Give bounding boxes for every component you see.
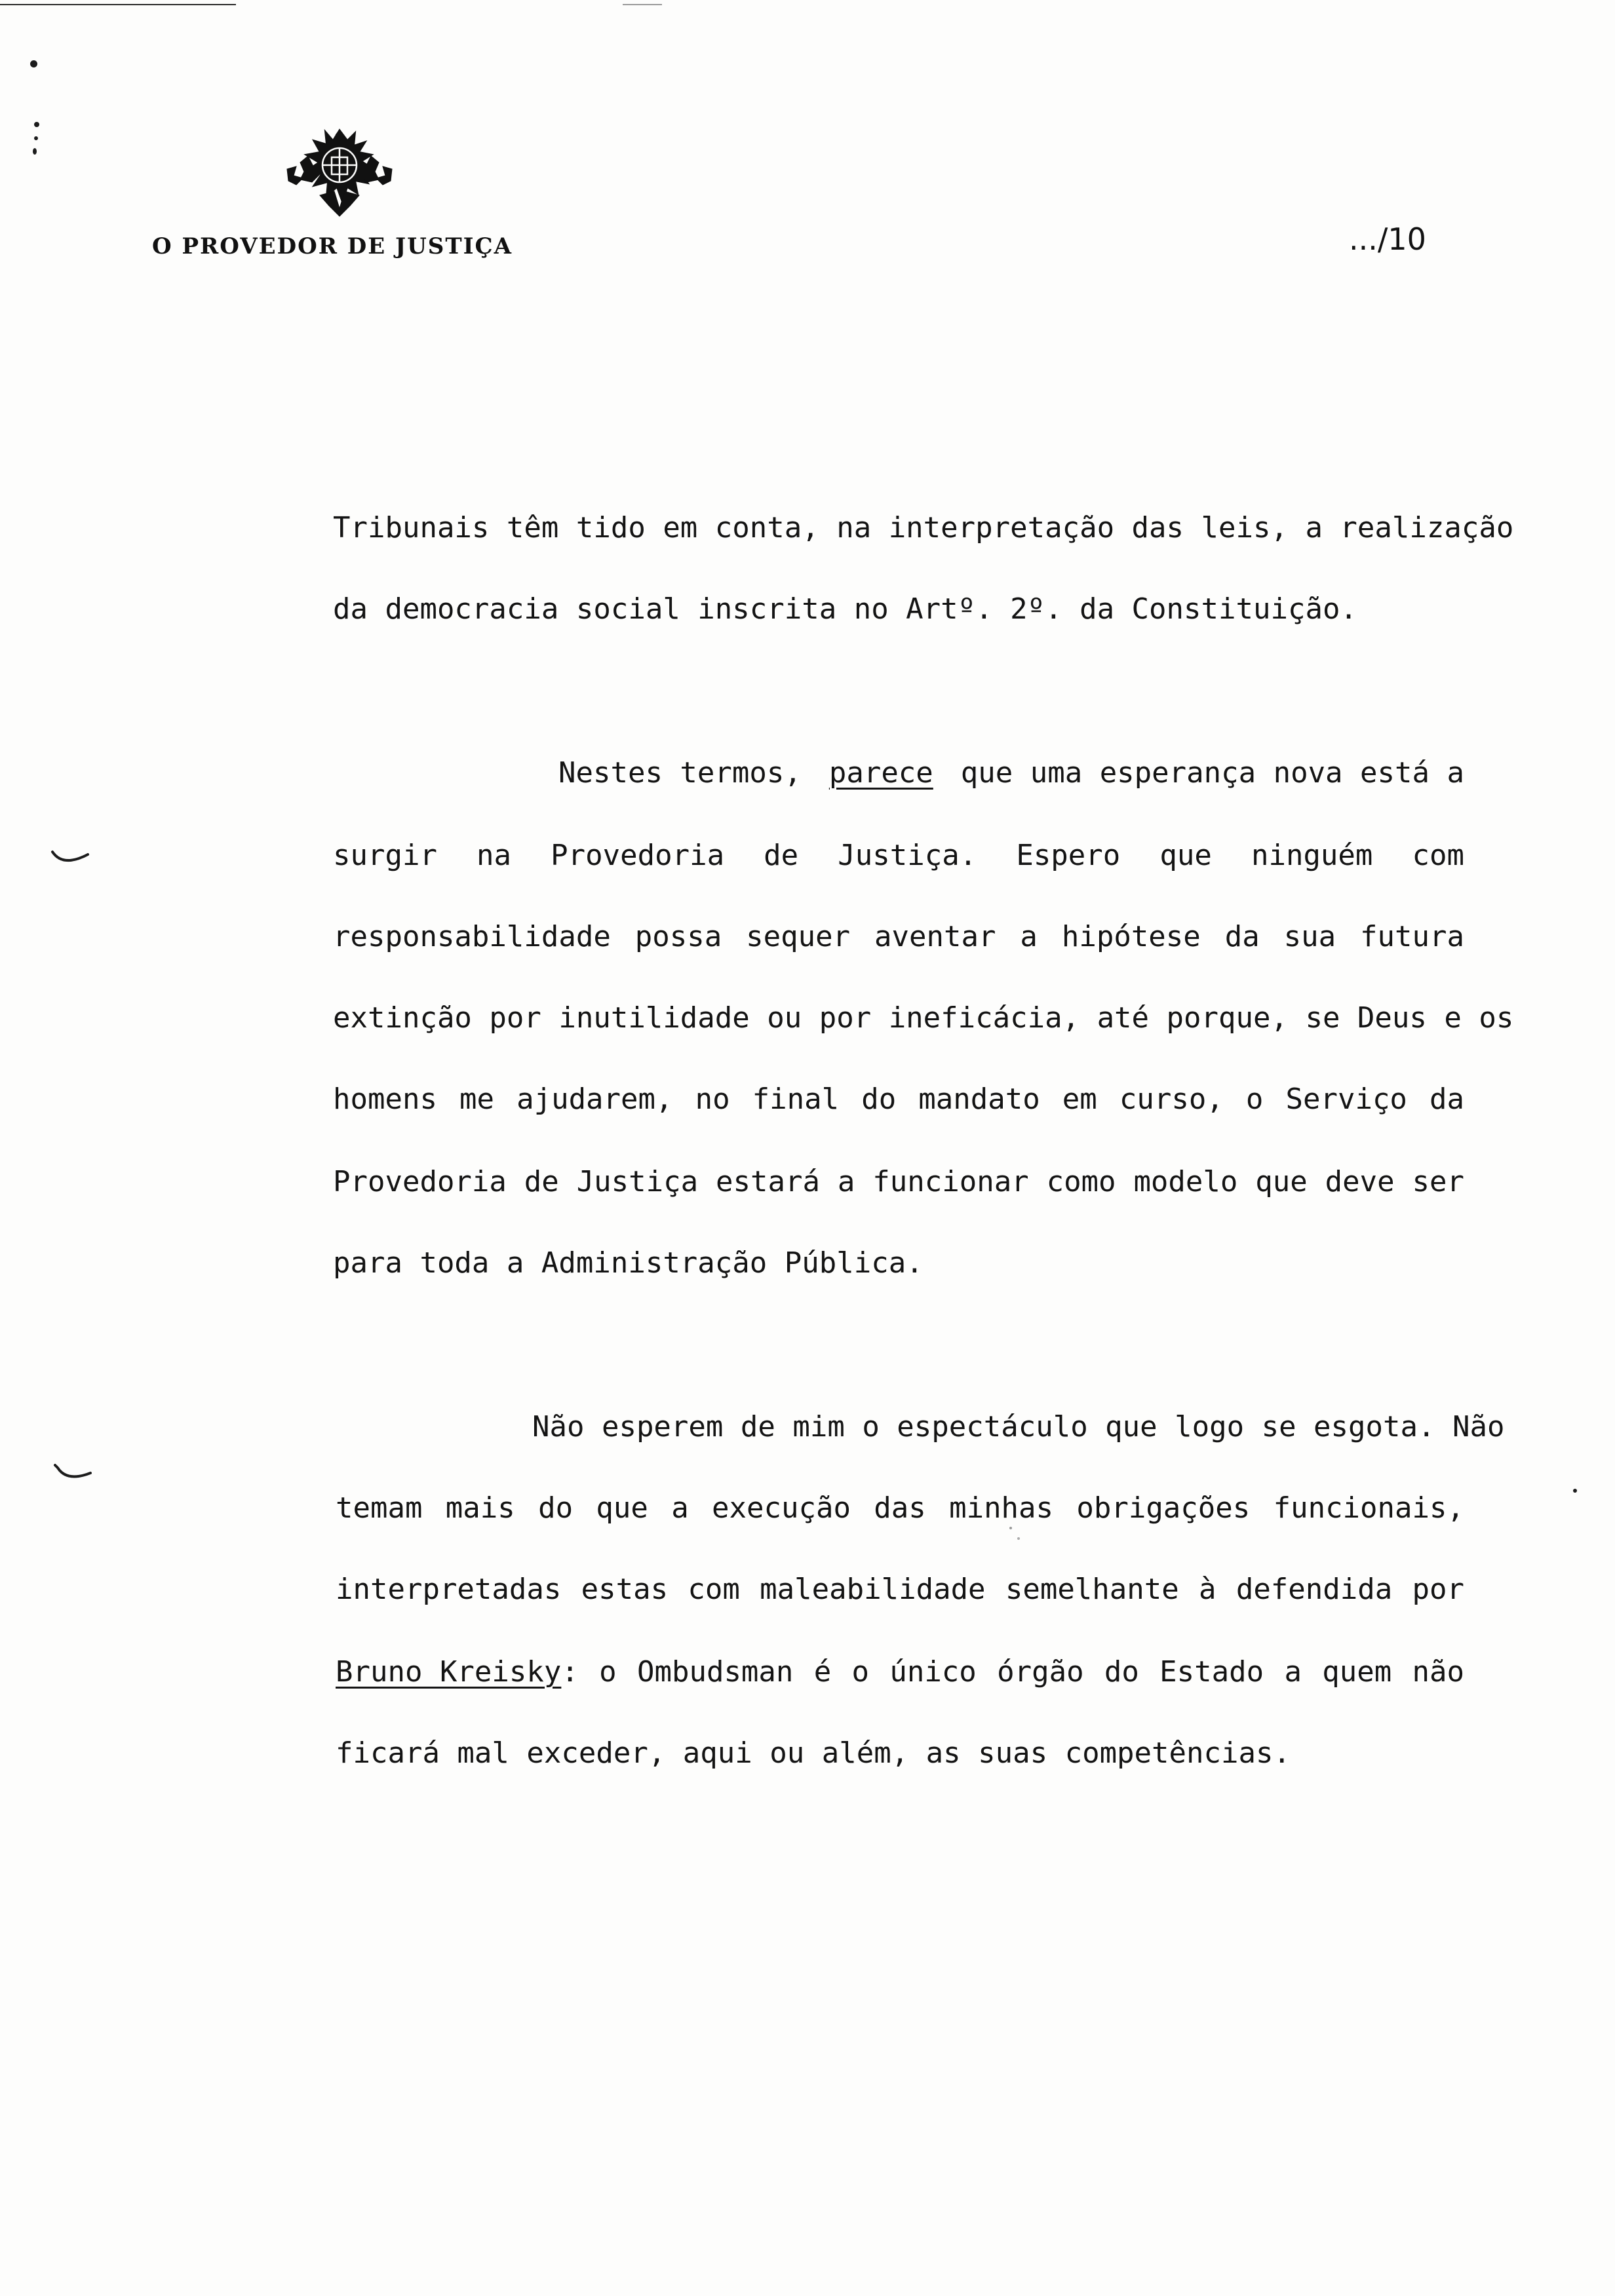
paragraph-2-line: extinção por inutilidade ou por ineficácia, até porque, se Deus e os	[333, 1001, 1514, 1035]
paragraph-2-line: para toda a Administração Pública.	[333, 1246, 924, 1280]
paragraph-1-line: Tribunais têm tido em conta, na interpretação das leis, a realização	[333, 511, 1514, 545]
paragraph-3-line: Não esperem de mim o espectáculo que logo se esgota. Não	[532, 1410, 1505, 1444]
paragraph-2-line: Provedoria de Justiça estará a funcionar como modelo que deve ser	[333, 1165, 1464, 1198]
margin-tick-icon	[52, 1463, 94, 1489]
scan-speck	[1573, 1489, 1577, 1493]
coat-of-arms-icon	[274, 123, 405, 221]
top-scan-rule-faint	[623, 4, 662, 5]
paragraph-2-line	[558, 754, 1464, 793]
paragraph-3-line: temam mais do que a execução das minhas obrigações funcionais,	[336, 1491, 1464, 1525]
top-scan-rule	[0, 4, 236, 5]
page-number: .../10	[1349, 221, 1426, 257]
paragraph-3-text: : o Ombudsman é o único órgão do Estado a quem não	[561, 1655, 1464, 1689]
paragraph-2-text: que uma esperança nova está a	[960, 756, 1464, 790]
paragraph-2-line: responsabilidade possa sequer aventar a hipótese da sua futura	[333, 920, 1464, 953]
scan-speck	[34, 122, 39, 127]
paragraph-2-line: surgir na Provedoria de Justiça. Espero que ninguém com	[333, 839, 1464, 872]
scan-speck	[30, 60, 37, 67]
scan-speck	[1017, 1537, 1020, 1540]
paragraph-3-line	[336, 1653, 1464, 1692]
paragraph-2-text: Nestes termos,	[558, 756, 802, 790]
underlined-name: Bruno Kreisky	[336, 1655, 562, 1689]
organization-name: O PROVEDOR DE JUSTIÇA	[152, 233, 513, 259]
paragraph-1-line: da democracia social inscrita no Artº. 2º. da Constituição.	[333, 592, 1357, 626]
paragraph-2-line: homens me ajudarem, no final do mandato em curso, o Serviço da	[333, 1082, 1464, 1116]
scan-speck	[34, 136, 38, 140]
scan-speck	[33, 148, 37, 155]
margin-tick-icon	[50, 845, 92, 871]
paragraph-3-line: ficará mal exceder, aqui ou além, as suas competências.	[336, 1736, 1291, 1770]
underlined-word: parece	[828, 756, 933, 790]
paragraph-3-line: interpretadas estas com maleabilidade semelhante à defendida por	[336, 1573, 1464, 1606]
